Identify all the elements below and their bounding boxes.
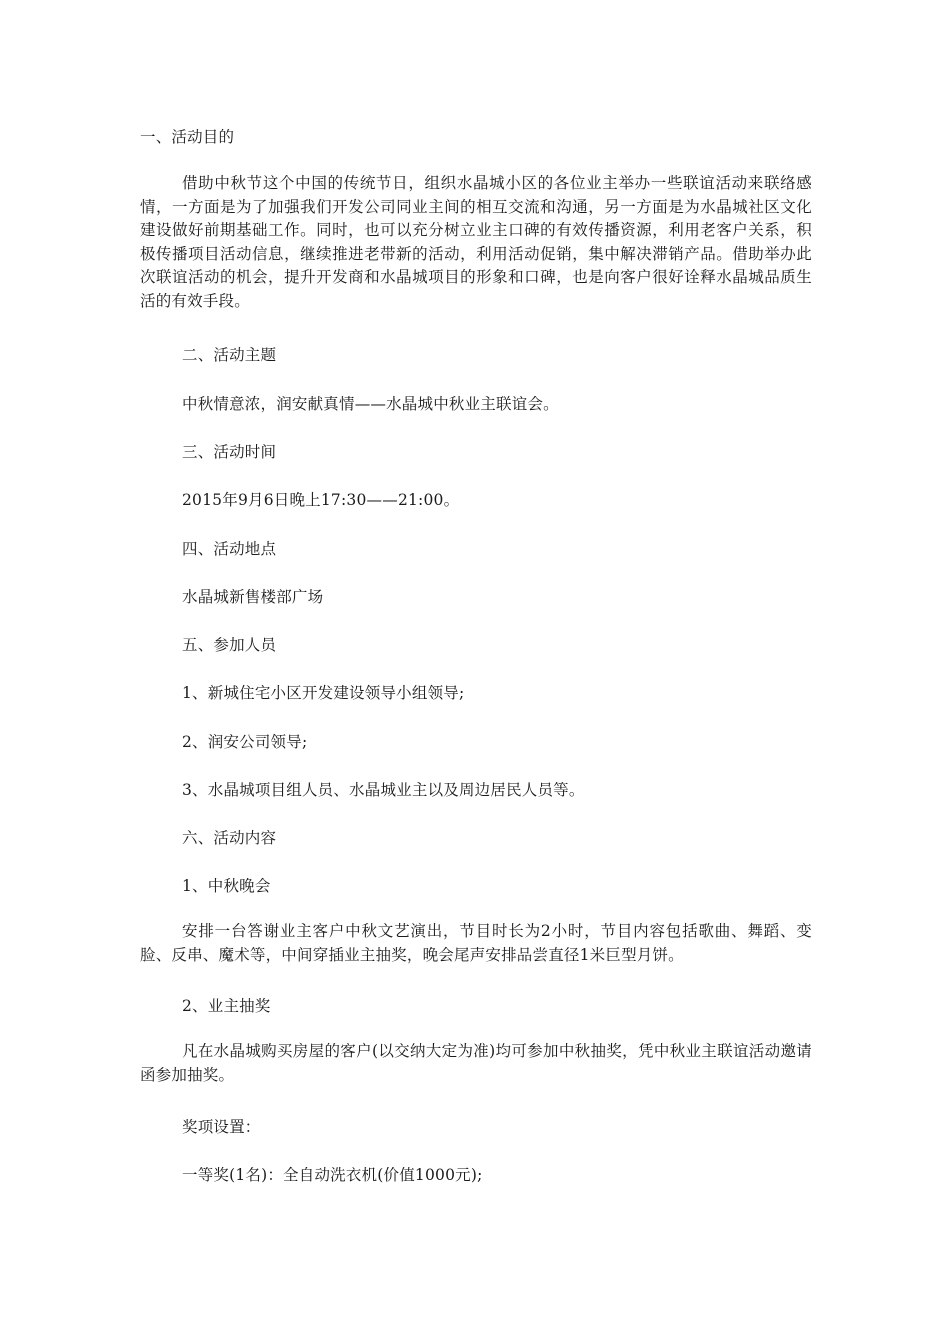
paragraph-lottery: 凡在水晶城购买房屋的客户(以交纳大定为准)均可参加中秋抽奖，凭中秋业主联谊活动邀请函参加抽奖。: [140, 1042, 812, 1084]
paragraph-purpose: 借助中秋节这个中国的传统节日，组织水晶城小区的各位业主举办一些联谊活动来联络感情，一方面是为了加强我们开发公司同业主间的相互交流和沟通，另一方面是为水晶城社区文化建设做好前期基础工作。同时，也可以充分树立业主口碑的有效传播资源，利用老客户关系，积极传播项目活动信息，继续推进老带新的活动，利用活动促销，集中解决滞销产品。借助举办此次联谊活动的机会，提升开发商和水晶城项目的形象和口碑，也是向客户很好诠释水晶城品质生活的有效手段。: [140, 174, 812, 310]
prize-heading: 奖项设置：: [182, 1118, 261, 1136]
list-item: 3、水晶城项目组人员、水晶城业主以及周边居民人员等。: [182, 781, 585, 799]
section-heading-location: 四、活动地点: [182, 540, 277, 558]
paragraph-time: 2015年9月6日晚上17:30——21:00。: [182, 491, 460, 509]
section-heading-content: 六、活动内容: [182, 829, 277, 847]
paragraph-location: 水晶城新售楼部广场: [182, 588, 324, 606]
subheading-lottery: 2、业主抽奖: [182, 997, 271, 1015]
paragraph-gala: 安排一台答谢业主客户中秋文艺演出，节目时长为2小时，节目内容包括歌曲、舞蹈、变脸、反串、魔术等，中间穿插业主抽奖，晚会尾声安排品尝直径1米巨型月饼。: [140, 922, 812, 964]
list-item: 2、润安公司领导;: [182, 733, 308, 751]
section-heading-theme: 二、活动主题: [182, 346, 277, 364]
section-heading-participants: 五、参加人员: [182, 636, 277, 654]
section-heading-purpose: 一、活动目的: [140, 128, 235, 146]
section-heading-time: 三、活动时间: [182, 443, 277, 461]
prize-first: 一等奖(1名)：全自动洗衣机(价值1000元);: [182, 1166, 483, 1184]
paragraph-theme: 中秋情意浓，润安献真情——水晶城中秋业主联谊会。: [182, 395, 559, 413]
list-item: 1、新城住宅小区开发建设领导小组领导;: [182, 684, 465, 702]
subheading-gala: 1、中秋晚会: [182, 877, 271, 895]
